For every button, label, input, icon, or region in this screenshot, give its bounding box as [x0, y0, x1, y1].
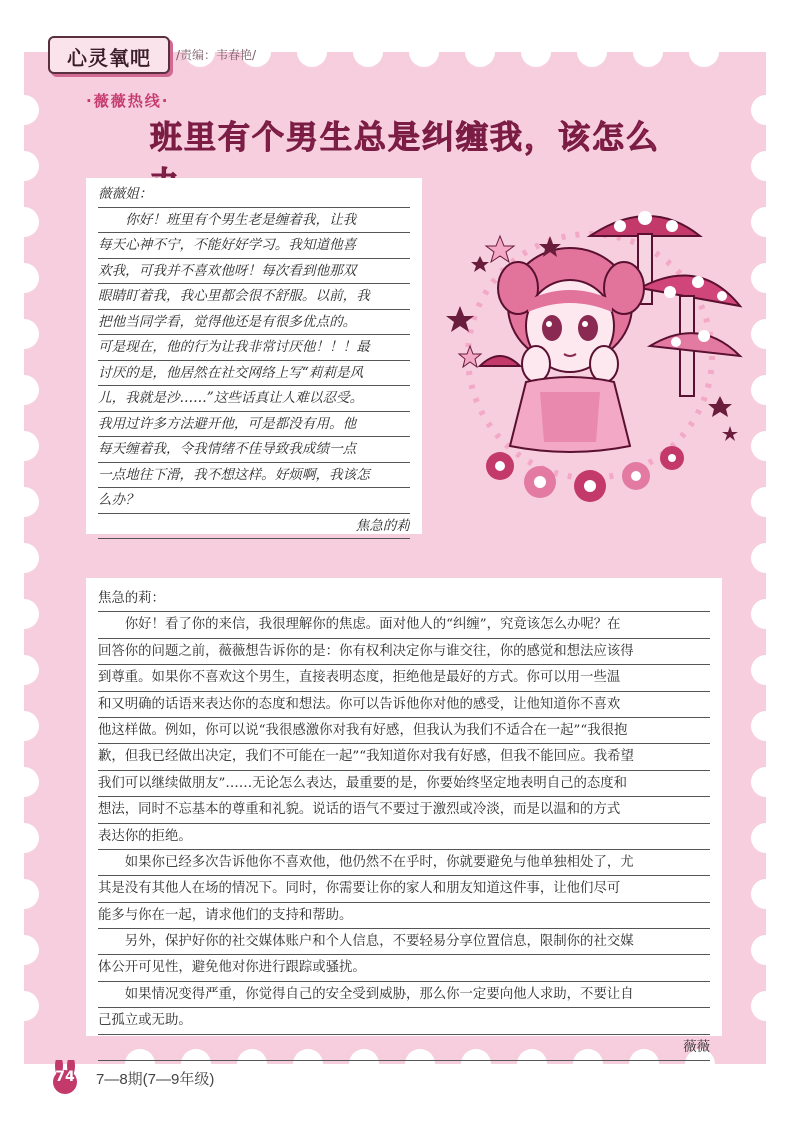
perforation-notch [9, 767, 39, 797]
letter-line: 欢我，可我并不喜欢他呀！每次看到他那双 [98, 259, 410, 285]
letter-signature: 焦急的莉 [98, 514, 410, 540]
letter-line: 薇薇姐： [98, 182, 410, 208]
perforation-notch [9, 319, 39, 349]
reply-line: 如果你已经多次告诉他你不喜欢他，他仍然不在乎时，你就要避免与他单独相处了，尤 [98, 850, 710, 876]
perforation-notch [9, 935, 39, 965]
perforation-notch [9, 879, 39, 909]
perforation-notch [465, 37, 495, 67]
letter-line: 可是现在，他的行为让我非常讨厌他！！！最 [98, 335, 410, 361]
reply-line: 想法，同时不忘基本的尊重和礼貌。说话的语气不要过于激烈或冷淡，而是以温和的方式 [98, 797, 710, 823]
perforation-notch [751, 935, 781, 965]
perforation-notch [751, 879, 781, 909]
editor-credit: /责编：韦春艳/ [176, 48, 257, 62]
reply-line: 和又明确的话语来表达你的态度和想法。你可以告诉他你对他的感受，让他知道你不喜欢 [98, 692, 710, 718]
page-number: 74 [55, 1069, 75, 1085]
reply-line: 表达你的拒绝。 [98, 824, 710, 850]
issue-label: 7—8期(7—9年级) [96, 1071, 215, 1088]
reply-line: 焦急的莉： [98, 586, 710, 612]
perforation-notch [751, 991, 781, 1021]
perforation-notch [751, 95, 781, 125]
letter-line: 一点地往下滑，我不想这样。好烦啊，我该怎 [98, 463, 410, 489]
perforation-notch [9, 375, 39, 405]
letter-line: 你好！班里有个男生老是缠着我，让我 [98, 208, 410, 234]
perforation-notch [751, 767, 781, 797]
perforation-notch [9, 207, 39, 237]
perforation-notch [9, 431, 39, 461]
perforation-notch [9, 487, 39, 517]
reply-signature: 薇薇 [98, 1035, 710, 1061]
perforation-notch [751, 655, 781, 685]
perforation-notch [751, 711, 781, 741]
perforation-notch [297, 37, 327, 67]
reply-line: 到尊重。如果你不喜欢这个男生，直接表明态度，拒绝他是最好的方式。你可以用一些温 [98, 665, 710, 691]
perforation-notch [409, 37, 439, 67]
perforation-notch [353, 37, 383, 67]
section-name: 心灵氧吧 [67, 46, 151, 70]
reply-letter-lines [98, 586, 710, 1061]
letter-line: 讨厌的是，他居然在社交网络上写“莉莉是风 [98, 361, 410, 387]
perforation-notch [9, 151, 39, 181]
perforation-notch [9, 599, 39, 629]
page-title: 班里有个男生总是纠缠我，该怎么 [150, 118, 661, 156]
perforation-notch [577, 37, 607, 67]
reply-line: 己孤立或无助。 [98, 1008, 710, 1034]
perforation-notch [9, 655, 39, 685]
letter-line: 把他当同学看，觉得他还是有很多优点的。 [98, 310, 410, 336]
reply-line: 如果情况变得严重，你觉得自己的安全受到威胁，那么你一定要向他人求助，不要让自 [98, 982, 710, 1008]
reader-letter [86, 178, 422, 534]
column-name: ·薇薇热线· [86, 92, 170, 110]
reply-line: 我们可以继续做朋友”……无论怎么表达，最重要的是，你要始终坚定地表明自己的态度和 [98, 771, 710, 797]
perforation-notch [9, 95, 39, 125]
reply-line: 歉，但我已经做出决定，我们不可能在一起”“我知道你对我有好感，但我不能回应。我希望 [98, 744, 710, 770]
reply-line: 他这样做。例如，你可以说“我很感激你对我有好感，但我认为我们不适合在一起”“我很抱 [98, 718, 710, 744]
girl-with-mushrooms-illustration [440, 196, 760, 516]
reply-line: 体公开可见性，避免他对你进行跟踪或骚扰。 [98, 955, 710, 981]
perforation-notch [9, 991, 39, 1021]
letter-line: 每天心神不宁，不能好好学习。我知道他喜 [98, 233, 410, 259]
reply-line: 你好！看了你的来信，我很理解你的焦虑。面对他人的“纠缠”，究竟该怎么办呢？在 [98, 612, 710, 638]
letter-line: 么办？ [98, 488, 410, 514]
page-number-badge [48, 1060, 82, 1094]
reader-letter-lines [98, 182, 410, 539]
reply-line: 能多与你在一起，请求他们的支持和帮助。 [98, 903, 710, 929]
perforation-notch [751, 151, 781, 181]
reply-line: 其是没有其他人在场的情况下。同时，你需要让你的家人和朋友知道这件事，让他们尽可 [98, 876, 710, 902]
perforation-notch [751, 823, 781, 853]
letter-line: 每天缠着我，令我情绪不佳导致我成绩一点 [98, 437, 410, 463]
reply-letter [86, 578, 722, 1055]
perforation-notch [689, 37, 719, 67]
perforation-notch [9, 543, 39, 573]
reply-line: 回答你的问题之前，薇薇想告诉你的是：你有权利决定你与谁交往，你的感觉和想法应该得 [98, 639, 710, 665]
reply-line: 另外，保护好你的社交媒体账户和个人信息，不要轻易分享位置信息，限制你的社交媒 [98, 929, 710, 955]
perforation-notch [521, 37, 551, 67]
perforation-notch [751, 599, 781, 629]
perforation-notch [9, 823, 39, 853]
perforation-notch [9, 711, 39, 741]
letter-line: 儿，我就是沙……”这些话真让人难以忍受。 [98, 386, 410, 412]
letter-line: 眼睛盯着我，我心里都会很不舒服。以前，我 [98, 284, 410, 310]
letter-line: 我用过许多方法避开他，可是都没有用。他 [98, 412, 410, 438]
perforation-notch [633, 37, 663, 67]
perforation-notch [9, 263, 39, 293]
section-tag [48, 36, 170, 74]
perforation-notch [751, 543, 781, 573]
